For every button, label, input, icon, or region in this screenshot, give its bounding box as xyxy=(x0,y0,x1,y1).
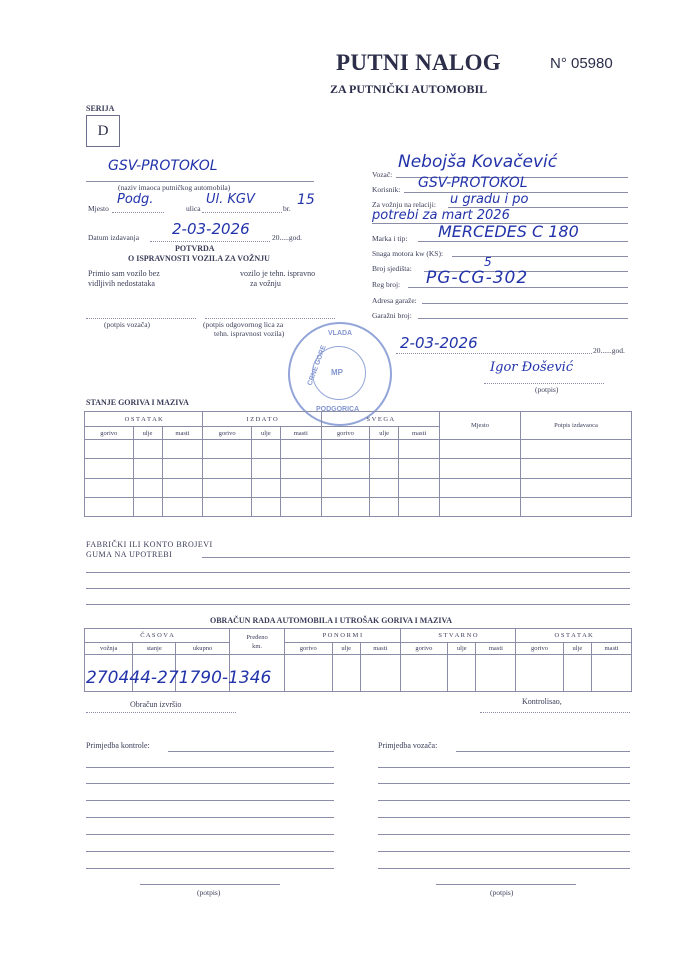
potpis-vozaca: (potpis vozača) xyxy=(104,320,151,329)
garazni-label: Garažni broj: xyxy=(372,311,412,320)
obracun-stvarno-header: S T V A R N O xyxy=(400,629,516,643)
kontrole-potpis: (potpis) xyxy=(197,888,221,897)
fuel-col-gorivo-3: gorivo xyxy=(321,427,370,440)
fuel-svega-header: S V E G A xyxy=(321,412,439,427)
adresa-label: Adresa garaže: xyxy=(372,296,417,305)
owner-label: (naziv imaoca putničkog automobila) xyxy=(118,183,231,192)
obracun-handwritten: 270444-271790-1346 xyxy=(86,668,272,688)
ob-col-masti-3: masti xyxy=(592,643,632,655)
primjedba-kontrole-label: Primjedba kontrole: xyxy=(86,741,150,750)
obracun-casova-header: Č A S O V A xyxy=(85,629,230,643)
potpis-odgovornog-2: tehn. ispravnost vozila) xyxy=(214,329,285,338)
gorivo-table-title: STANJE GORIVA I MAZIVA xyxy=(86,398,189,407)
fuel-col-masti-1: masti xyxy=(162,427,203,440)
owner-handwritten: GSV-PROTOKOL xyxy=(108,158,218,174)
snaga-label: Snaga motora kw (KS): xyxy=(372,249,444,258)
datum-suffix: 20.....god. xyxy=(272,233,302,242)
ob-col-gorivo-2: gorivo xyxy=(400,643,447,655)
obracun-ponormi-header: P O N O R M I xyxy=(285,629,401,643)
gume-label-1: FABRIČKI ILI KONTO BROJEVI xyxy=(86,540,213,549)
potpis-odgovornog-1: (potpis odgovornog lica za xyxy=(203,320,284,329)
gume-label-2: GUMA NA UPOTREBI xyxy=(86,550,173,559)
ob-col-stanje: stanje xyxy=(133,643,176,655)
datum-label: Datum izdavanja xyxy=(88,233,140,242)
fuel-izdato-header: I Z D A T O xyxy=(203,412,321,427)
right-signature: Igor Đošević xyxy=(490,360,574,375)
br-value: 15 xyxy=(297,192,315,208)
potvrda-subtitle: O ISPRAVNOSTI VOZILA ZA VOŽNJU xyxy=(128,254,270,263)
potvrda-right-1: vozilo je tehn. ispravno xyxy=(240,269,316,278)
stamp-side: CRNE GORE xyxy=(306,344,328,387)
potvrda-right-2: za vožnju xyxy=(250,279,281,288)
serija-box: D xyxy=(86,115,120,147)
obracun-ostatak-header: O S T A T A K xyxy=(516,629,632,643)
stamp-top: VLADA xyxy=(328,330,353,337)
reg-label: Reg broj: xyxy=(372,280,401,289)
fuel-col-masti-3: masti xyxy=(399,427,440,440)
km-label: km. xyxy=(252,642,263,650)
obracun-title: OBRAČUN RADA AUTOMOBILA I UTROŠAK GORIVA I MAZIVA xyxy=(210,616,453,625)
right-date-suffix: 20......god. xyxy=(593,346,625,355)
stamp-bottom: PODGORICA xyxy=(316,406,360,413)
fuel-ostatak-header: O S T A T A K xyxy=(85,412,203,427)
vozaca-potpis: (potpis) xyxy=(490,888,514,897)
obracun-predeno-header xyxy=(230,629,285,655)
ob-col-masti-1: masti xyxy=(360,643,400,655)
potvrda-title: POTVRDA xyxy=(175,244,215,253)
reg-value: PG-CG-302 xyxy=(426,268,529,288)
marka-label: Marka i tip: xyxy=(372,234,408,243)
form-subtitle: ZA PUTNIČKI AUTOMOBIL xyxy=(330,82,488,96)
fuel-mjesto-header: Mjesto xyxy=(440,412,521,440)
fuel-col-gorivo-1: gorivo xyxy=(85,427,134,440)
primjedba-vozaca-label: Primjedba vozača: xyxy=(378,741,438,750)
potvrda-left-1: Primio sam vozilo bez xyxy=(88,269,160,278)
form-title: PUTNI NALOG xyxy=(336,50,501,75)
vozac-value: Nebojša Kovačević xyxy=(398,152,558,172)
ob-col-voznja: vožnja xyxy=(85,643,133,655)
right-potpis-label: (potpis) xyxy=(535,385,559,394)
sjedista-value: 5 xyxy=(484,255,492,269)
ob-col-gorivo-3: gorivo xyxy=(516,643,563,655)
ob-col-gorivo-1: gorivo xyxy=(285,643,332,655)
fuel-table xyxy=(84,411,632,517)
fuel-col-ulje-3: ulje xyxy=(370,427,399,440)
korisnik-label: Korisnik: xyxy=(372,185,401,194)
ob-col-ukupno: ukupno xyxy=(176,643,230,655)
relacija-label: Za vožnju na relaciji: xyxy=(372,200,436,209)
relacija-value-2: potrebi za mart 2026 xyxy=(372,208,510,223)
fuel-col-masti-2: masti xyxy=(280,427,321,440)
form-number: N° 05980 xyxy=(550,55,613,72)
ob-col-masti-2: masti xyxy=(476,643,516,655)
mjesto-value: Podg. xyxy=(117,192,154,207)
relacija-value-1: u gradu i po xyxy=(450,192,529,207)
br-label: br. xyxy=(283,204,291,213)
vozac-label: Vozač: xyxy=(372,170,393,179)
fuel-col-ulje-1: ulje xyxy=(133,427,162,440)
datum-value: 2-03-2026 xyxy=(172,220,250,238)
korisnik-value: GSV-PROTOKOL xyxy=(418,175,528,191)
ulica-label: ulica xyxy=(186,204,201,213)
ulica-value: Ul. KGV xyxy=(206,192,255,207)
serija-label: SERIJA xyxy=(86,104,115,113)
obracun-izvrsio: Obračun izvršio xyxy=(130,700,182,709)
predeno-label: Pređeno xyxy=(246,633,268,641)
marka-value: MERCEDES C 180 xyxy=(438,222,579,241)
mjesto-label: Mjesto xyxy=(88,204,109,213)
sjedista-label: Broj sjedišta: xyxy=(372,264,412,273)
ob-col-ulje-3: ulje xyxy=(563,643,591,655)
obracun-kontrolisao: Kontrolisao, xyxy=(522,697,562,706)
fuel-col-gorivo-2: gorivo xyxy=(203,427,252,440)
potvrda-left-2: vidljivih nedostataka xyxy=(88,279,155,288)
ob-col-ulje-1: ulje xyxy=(332,643,360,655)
stamp-center: MP xyxy=(331,368,343,377)
right-date-value: 2-03-2026 xyxy=(400,334,478,352)
fuel-col-ulje-2: ulje xyxy=(251,427,280,440)
ob-col-ulje-2: ulje xyxy=(448,643,476,655)
fuel-potpis-header: Potpis izdavaoca xyxy=(521,412,632,440)
